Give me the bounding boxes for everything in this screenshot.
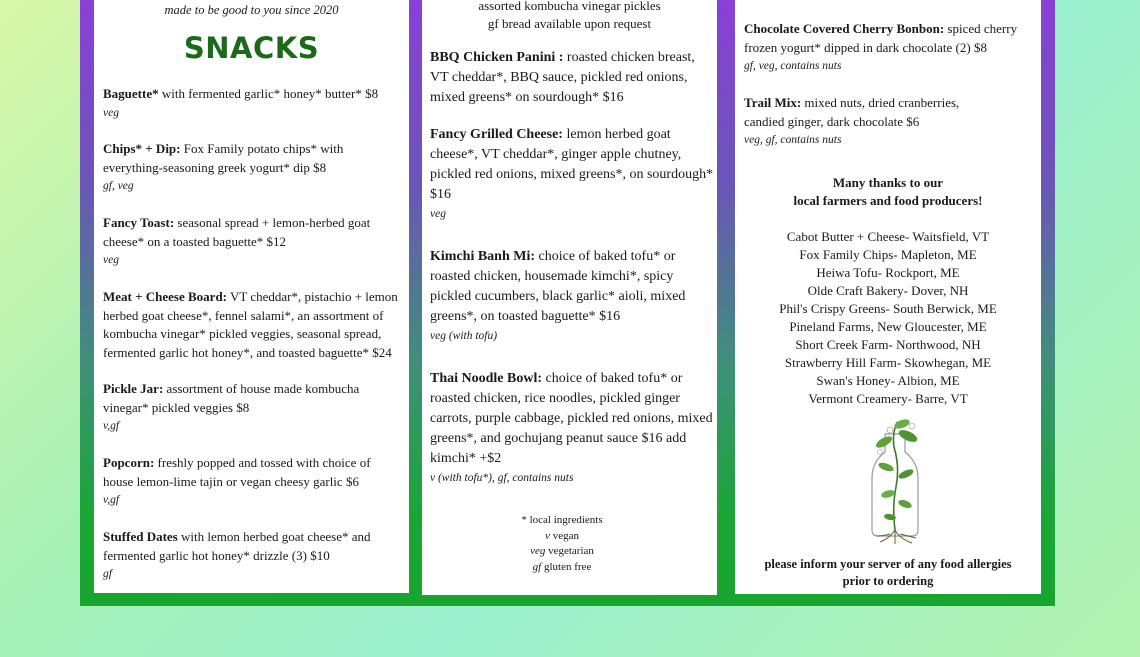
item-tags: v (with tofu*), gf, contains nuts — [430, 472, 574, 484]
item-name: Meat + Cheese Board: — [103, 289, 228, 304]
farm-item: Olde Craft Bakery- Dover, NH — [807, 283, 969, 298]
legend-key: v — [545, 529, 550, 542]
farm-item: Pineland Farms, New Gloucester, ME — [789, 319, 987, 334]
item-name: Thai Noodle Bowl: — [430, 371, 543, 386]
item-tags: gf, veg — [103, 180, 134, 192]
menu-item-pickle-jar — [103, 380, 403, 435]
allergy-notice — [735, 556, 1041, 590]
menu-item-popcorn — [103, 454, 403, 509]
farm-item: Fox Family Chips- Mapleton, ME — [799, 247, 977, 262]
desserts-panel — [735, 0, 1041, 594]
item-desc: VT cheddar*, pistachio + lemon herbed goat cheese*, fennel salami*, an assortment of kombucha vinegar* pickled veggies, seasonal spread, fermented garlic hot honey*, and toasted baguette* $24 — [103, 289, 398, 360]
snacks-panel — [94, 0, 409, 593]
item-name: Fancy Toast: — [103, 215, 175, 230]
item-desc: lemon herbed goat cheese*, VT cheddar*, ginger apple chutney, pickled red onions, mixed greens*, on sourdough* $16 — [430, 127, 714, 202]
dietary-legend — [502, 513, 622, 575]
item-tags: veg (with tofu) — [430, 330, 498, 342]
menu-item-meat-cheese-board — [103, 288, 403, 362]
legend-text: vegan — [549, 529, 579, 542]
menu-item-thai-noodle-bowl — [430, 369, 715, 487]
item-desc: spiced cherry frozen yogurt* dipped in dark chocolate (2) $8 — [744, 21, 1018, 55]
farm-item: Short Creek Farm- Northwood, NH — [795, 337, 981, 352]
farm-item: Strawberry Hill Farm- Skowhegan, ME — [784, 355, 992, 370]
item-name: Popcorn: — [103, 455, 155, 470]
item-name: Stuffed Dates — [103, 529, 178, 544]
menu-item-stuffed-dates — [103, 528, 403, 583]
item-desc: with lemon herbed goat cheese* and fermented garlic hot honey* drizzle (3) $10 — [103, 529, 371, 563]
item-name: Baguette* — [103, 86, 159, 101]
item-desc: assortment of house made kombucha vinegar* pickled veggies $8 — [103, 381, 360, 415]
legend-key: veg — [530, 545, 546, 557]
item-desc: mixed nuts, dried cranberries, candied ginger, dark chocolate $6 — [744, 95, 960, 129]
allergy-line: please inform your server of any food allergies — [764, 557, 1012, 571]
legend-key: gf — [532, 560, 542, 573]
farm-item: Cabot Butter + Cheese- Waitsfield, VT — [786, 229, 990, 244]
menu-item-bbq-chicken-panini — [430, 48, 715, 108]
farm-list — [735, 228, 1041, 408]
item-tags: veg — [103, 106, 119, 119]
item-desc: choice of baked tofu* or roasted chicken, housemade kimchi*, spicy pickled cucumbers, black garlic* aioli, mixed greens*, on toasted baguette* $16 — [430, 249, 686, 324]
menu-item-fancy-grilled-cheese — [430, 125, 715, 223]
tagline: made to be good to you since 2020 — [164, 3, 339, 17]
item-tags: veg — [103, 254, 119, 266]
item-tags: gf, veg, contains nuts — [744, 60, 842, 72]
menu-item-cherry-bonbon — [744, 19, 1036, 75]
farm-item: Heiwa Tofu- Rockport, ME — [816, 265, 960, 280]
item-name: Kimchi Banh Mi: — [430, 249, 536, 264]
farm-item: Swan's Honey- Albion, ME — [816, 373, 960, 388]
menu-frame — [80, 0, 1055, 606]
menu-item-kimchi-banh-mi — [430, 247, 715, 345]
legend-text: gluten free — [541, 560, 592, 573]
item-tags: veg, gf, contains nuts — [744, 134, 842, 146]
item-name: Trail Mix: — [744, 95, 802, 110]
item-desc: roasted chicken breast, VT cheddar*, BBQ sauce, pickled red onions, mixed greens* on sourdough* $16 — [430, 50, 695, 105]
farm-item: Phil's Crispy Greens- South Berwick, ME — [779, 301, 997, 316]
item-name: BBQ Chicken Panini : — [430, 50, 564, 65]
menu-item-baguette — [103, 85, 403, 122]
item-name: Chocolate Covered Cherry Bonbon: — [744, 21, 945, 36]
menu-item-trail-mix — [744, 93, 984, 149]
sandwiches-panel — [422, 0, 717, 595]
item-desc: with fermented garlic* honey* butter* $8 — [158, 86, 379, 101]
item-tags: v,gf — [103, 494, 120, 506]
menu-item-chips-dip — [103, 140, 403, 195]
item-tags: veg — [430, 208, 446, 220]
item-tags: v,gf — [103, 420, 120, 432]
legend-vegan — [502, 529, 622, 545]
legend-gluten-free — [502, 560, 622, 576]
thanks-line: local farmers and food producers! — [793, 193, 983, 208]
item-tags: gf — [103, 568, 112, 580]
gf-bread-line: gf bread available upon request — [487, 15, 652, 31]
allergy-line: prior to ordering — [842, 574, 934, 588]
item-desc: Fox Family potato chips* with everything-seasoning greek yogurt* dip $8 — [103, 141, 344, 175]
pickles-note — [422, 0, 717, 32]
thanks-line: Many thanks to our — [832, 175, 944, 190]
pickles-line: assorted kombucha vinegar pickles — [478, 0, 661, 13]
legend-vegetarian — [502, 544, 622, 560]
item-desc: freshly popped and tossed with choice of house lemon-lime tajin or vegan cheesy garlic $6 — [103, 455, 371, 489]
legend-text: vegetarian — [545, 545, 594, 557]
item-desc: choice of baked tofu* or roasted chicken, rice noodles, pickled ginger carrots, purple cabbage, pickled red onions, mixed greens*, and gochujang peanut sauce $16 add kimchi* +$2 — [430, 371, 713, 466]
item-desc: seasonal spread + lemon-herbed goat cheese* on a toasted baguette* $12 — [103, 215, 371, 249]
farm-item: Vermont Creamery- Barre, VT — [808, 391, 968, 406]
plant-in-bottle-illustration — [850, 412, 940, 547]
snacks-heading: SNACKS — [183, 31, 320, 65]
item-name: Chips* + Dip: — [103, 141, 181, 156]
thanks-heading — [735, 174, 1041, 210]
item-name: Fancy Grilled Cheese: — [430, 127, 563, 142]
legend-local: * local ingredients — [521, 514, 603, 526]
menu-item-fancy-toast — [103, 214, 403, 269]
item-name: Pickle Jar: — [103, 381, 164, 396]
